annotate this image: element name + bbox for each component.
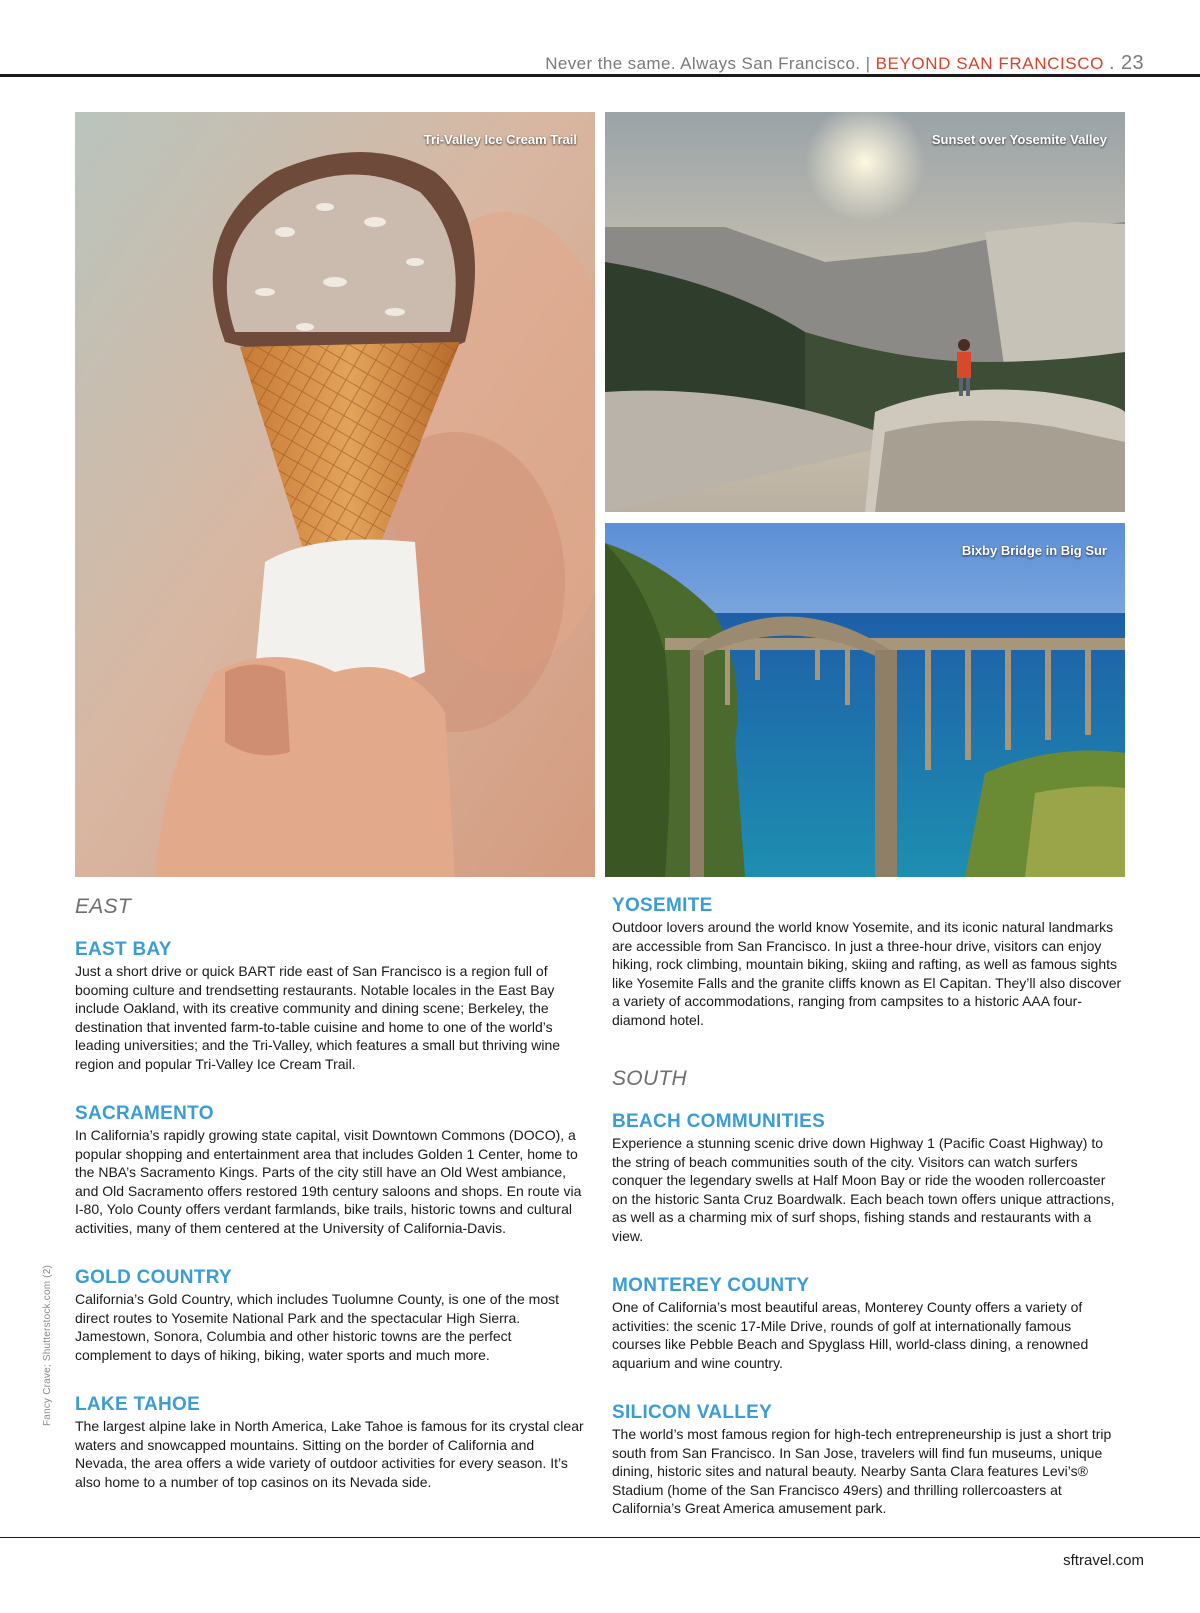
article-title: BEACH COMMUNITIES xyxy=(612,1111,826,1132)
yosemite-caption: Sunset over Yosemite Valley xyxy=(931,132,1107,147)
article-body: In California’s rapidly growing state capital, visit Downtown Commons (DOCO), a popular shopping and entertainment area that includes Golden 1 Center, home to the NBA’s Sacramento Kings. Parts of the city still have an Old West ambiance, and Old Sacramento offers restored 19th century saloons and shops. En route via I-80, Yolo County offers verdant farmlands, bike trails, historic towns and cultural activities, many of them centered at the University of California-Davis. xyxy=(75,1127,582,1236)
photo-credit: Fancy Crave; Shutterstock.com (2) xyxy=(42,1264,53,1426)
page-number: . 23 xyxy=(1109,52,1144,74)
region-heading-south: SOUTH xyxy=(612,1067,687,1090)
article-east-bay xyxy=(75,939,585,1073)
article-body: Experience a stunning scenic drive down Highway 1 (Pacific Coast Highway) to the string of beach communities south of the city. Visitors can watch surfers conquer the legendary swells at Half Moon Bay or ride the wooden rollercoaster on the historic Santa Cruz Boardwalk. Each beach town offers unique attractions, as well as a charming mix of surf shops, fishing stands and restaurants with a view. xyxy=(612,1135,1115,1244)
article-lake-tahoe xyxy=(75,1394,585,1491)
yosemite-photo xyxy=(605,112,1125,512)
header-separator: | xyxy=(865,54,871,73)
article-body: The largest alpine lake in North America, Lake Tahoe is famous for its crystal clear waters and snowcapped mountains. Sitting on the border of California and Nevada, the area offers a wide variety of outdoor activities for every season. It’s also home to a number of top casinos on its Nevada side. xyxy=(75,1418,584,1490)
article-title: MONTEREY COUNTY xyxy=(612,1275,810,1296)
article-body: Outdoor lovers around the world know Yosemite, and its iconic natural landmarks are accessible from San Francisco. In just a three-hour drive, visitors can enjoy hiking, rock climbing, mountain biking, skiing and rafting, as well as famous sights like Yosemite Falls and the granite cliffs known as El Capitan. They’ll also discover a variety of accommodations, ranging from campsites to a historic AAA four-diamond hotel. xyxy=(612,919,1122,1028)
article-body: Just a short drive or quick BART ride east of San Francisco is a region full of booming culture and trendsetting restaurants. Notable locales in the East Bay include Oakland, with its creative community and dining scene; Berkeley, the destination that invented farm-to-table cuisine and home to one of the world’s leading universities; and the Tri-Valley, which features a small but thriving wine region and popular Tri-Valley Ice Cream Trail. xyxy=(75,963,561,1072)
article-body: The world’s most famous region for high-tech entrepreneurship is just a short trip south from San Francisco. In San Jose, travelers will find fun museums, unique dining, historic sites and natural beauty. Nearby Santa Clara features Levi’s® Stadium (home of the San Francisco 49ers) and thrilling rollercoasters at California’s Great America amusement park. xyxy=(612,1426,1112,1516)
section-name: BEYOND SAN FRANCISCO xyxy=(875,54,1104,73)
article-title: SILICON VALLEY xyxy=(612,1402,773,1423)
article-beach-communities xyxy=(612,1111,1122,1245)
article-yosemite xyxy=(612,895,1122,1029)
article-gold-country xyxy=(75,1267,585,1364)
article-sacramento xyxy=(75,1103,585,1237)
article-body: One of California’s most beautiful areas, Monterey County offers a variety of activities: the scenic 17-Mile Drive, rounds of golf at internationally famous courses like Pebble Beach and Spyglass Hill, world-class dining, a renowned aquarium and wine country. xyxy=(612,1299,1089,1371)
left-column xyxy=(75,895,585,1521)
article-title: YOSEMITE xyxy=(612,895,713,916)
running-head xyxy=(545,52,1144,75)
footer-rule xyxy=(0,1537,1200,1538)
article-silicon-valley xyxy=(612,1402,1122,1518)
article-monterey-county xyxy=(612,1275,1122,1372)
footer-url: sftravel.com xyxy=(1063,1552,1144,1569)
article-body: California’s Gold Country, which includes Tuolumne County, is one of the most direct routes to Yosemite National Park and the spectacular High Sierra. Jamestown, Sonora, Columbia and other historic towns are the perfect complement to days of hiking, biking, water sports and much more. xyxy=(75,1291,560,1363)
article-title: LAKE TAHOE xyxy=(75,1394,201,1415)
icecream-caption: Tri-Valley Ice Cream Trail xyxy=(423,132,577,147)
bixby-photo xyxy=(605,523,1125,877)
article-title: EAST BAY xyxy=(75,939,172,960)
header-rule xyxy=(0,74,1200,77)
article-title: GOLD COUNTRY xyxy=(75,1267,233,1288)
article-title: SACRAMENTO xyxy=(75,1103,214,1124)
tagline: Never the same. Always San Francisco. xyxy=(545,54,861,73)
bixby-caption: Bixby Bridge in Big Sur xyxy=(961,543,1107,558)
region-heading-east: EAST xyxy=(75,895,132,918)
icecream-photo xyxy=(75,112,595,877)
page-header xyxy=(0,48,1200,80)
right-column xyxy=(612,895,1122,1548)
